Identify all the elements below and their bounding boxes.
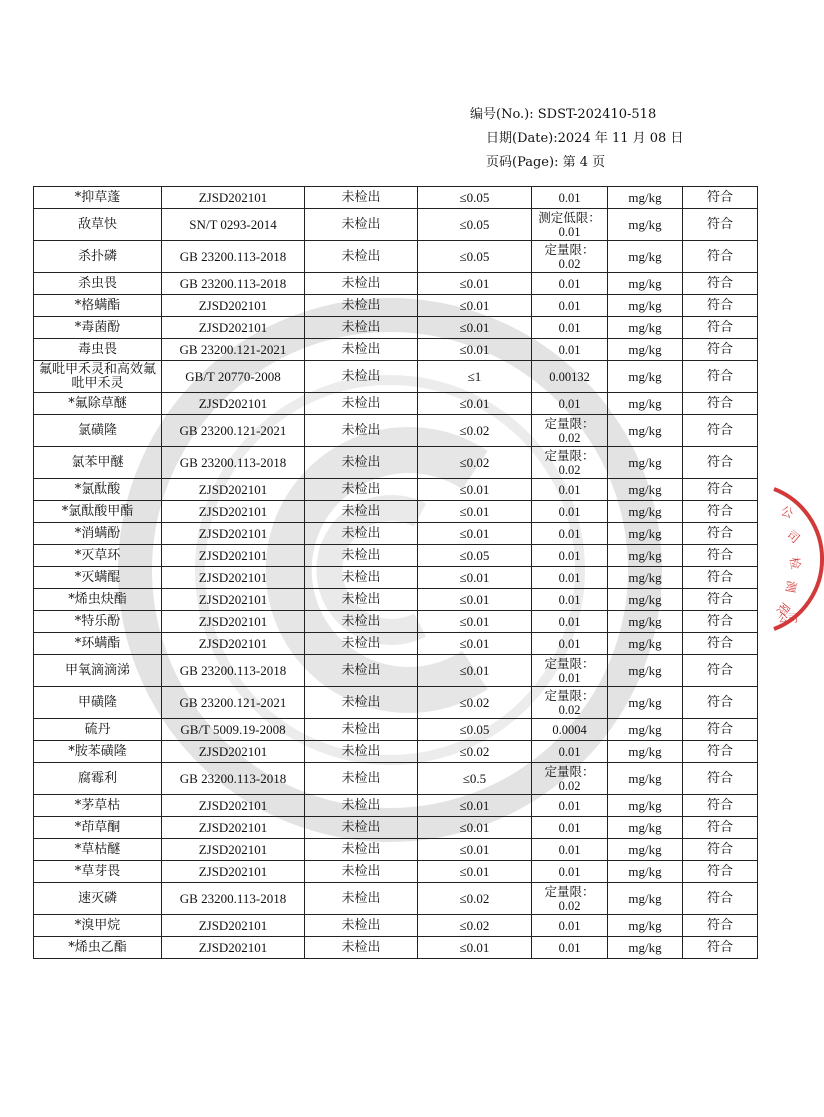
detection-limit-cell: 测定低限：0.01	[532, 209, 608, 241]
conclusion-cell: 符合	[683, 687, 758, 719]
test-standard-cell: ZJSD202101	[162, 545, 305, 567]
unit-cell: mg/kg	[608, 915, 683, 937]
detection-limit-cell: 0.01	[532, 545, 608, 567]
conclusion-cell: 符合	[683, 861, 758, 883]
detection-limit-cell: 定量限：0.02	[532, 763, 608, 795]
limit-value-cell: ≤0.01	[418, 937, 532, 959]
test-item-cell: *烯虫乙酯	[34, 937, 162, 959]
test-standard-cell: GB 23200.113-2018	[162, 763, 305, 795]
unit-cell: mg/kg	[608, 861, 683, 883]
test-standard-cell: GB/T 5009.19-2008	[162, 719, 305, 741]
test-item-cell: 腐霉利	[34, 763, 162, 795]
conclusion-cell: 符合	[683, 839, 758, 861]
test-standard-cell: ZJSD202101	[162, 817, 305, 839]
test-item-cell: *灭草环	[34, 545, 162, 567]
detection-limit-cell: 0.01	[532, 295, 608, 317]
test-item-cell: *特乐酚	[34, 611, 162, 633]
table-row	[34, 741, 758, 763]
test-result-cell: 未检出	[305, 839, 418, 861]
limit-value-cell: ≤0.01	[418, 295, 532, 317]
test-standard-cell: ZJSD202101	[162, 567, 305, 589]
table-row	[34, 523, 758, 545]
unit-cell: mg/kg	[608, 187, 683, 209]
conclusion-cell: 符合	[683, 611, 758, 633]
table-row	[34, 633, 758, 655]
test-standard-cell: ZJSD202101	[162, 861, 305, 883]
unit-cell: mg/kg	[608, 479, 683, 501]
test-standard-cell: GB 23200.113-2018	[162, 655, 305, 687]
conclusion-cell: 符合	[683, 317, 758, 339]
test-item-cell: *格螨酯	[34, 295, 162, 317]
conclusion-cell: 符合	[683, 655, 758, 687]
limit-value-cell: ≤0.01	[418, 317, 532, 339]
limit-value-cell: ≤0.01	[418, 655, 532, 687]
test-standard-cell: ZJSD202101	[162, 393, 305, 415]
test-standard-cell: GB/T 20770-2008	[162, 361, 305, 393]
test-item-cell: 氯苯甲醚	[34, 447, 162, 479]
limit-value-cell: ≤0.01	[418, 339, 532, 361]
test-standard-cell: GB 23200.121-2021	[162, 687, 305, 719]
svg-text:公: 公	[778, 503, 796, 521]
detection-limit-cell: 0.01	[532, 339, 608, 361]
test-item-cell: *消螨酚	[34, 523, 162, 545]
table-row	[34, 273, 758, 295]
conclusion-cell: 符合	[683, 567, 758, 589]
detection-limit-cell: 0.01	[532, 479, 608, 501]
table-row	[34, 611, 758, 633]
detection-limit-cell: 定量限：0.02	[532, 447, 608, 479]
limit-value-cell: ≤0.01	[418, 393, 532, 415]
test-item-cell: *茚草酮	[34, 817, 162, 839]
conclusion-cell: 符合	[683, 545, 758, 567]
test-item-cell: *氯酞酸	[34, 479, 162, 501]
test-result-cell: 未检出	[305, 317, 418, 339]
table-row	[34, 719, 758, 741]
conclusion-cell: 符合	[683, 915, 758, 937]
conclusion-cell: 符合	[683, 273, 758, 295]
unit-cell: mg/kg	[608, 447, 683, 479]
table-row	[34, 317, 758, 339]
detection-limit-cell: 定量限：0.02	[532, 241, 608, 273]
table-row	[34, 883, 758, 915]
limit-value-cell: ≤0.01	[418, 567, 532, 589]
limit-value-cell: ≤0.01	[418, 795, 532, 817]
unit-cell: mg/kg	[608, 317, 683, 339]
limit-value-cell: ≤1	[418, 361, 532, 393]
test-result-cell: 未检出	[305, 209, 418, 241]
conclusion-cell: 符合	[683, 361, 758, 393]
detection-limit-cell: 0.01	[532, 187, 608, 209]
unit-cell: mg/kg	[608, 763, 683, 795]
limit-value-cell: ≤0.01	[418, 861, 532, 883]
test-standard-cell: GB 23200.113-2018	[162, 273, 305, 295]
results-table-body	[34, 187, 758, 959]
table-row	[34, 839, 758, 861]
test-result-cell: 未检出	[305, 741, 418, 763]
table-row	[34, 479, 758, 501]
test-result-cell: 未检出	[305, 589, 418, 611]
test-standard-cell: GB 23200.121-2021	[162, 339, 305, 361]
limit-value-cell: ≤0.01	[418, 523, 532, 545]
page-number: 页码(Page): 第 4 页	[486, 155, 606, 170]
test-item-cell: *烯虫炔酯	[34, 589, 162, 611]
test-result-cell: 未检出	[305, 241, 418, 273]
unit-cell: mg/kg	[608, 501, 683, 523]
test-result-cell: 未检出	[305, 187, 418, 209]
test-result-cell: 未检出	[305, 361, 418, 393]
unit-cell: mg/kg	[608, 273, 683, 295]
test-item-cell: *胺苯磺隆	[34, 741, 162, 763]
detection-limit-cell: 0.01	[532, 633, 608, 655]
conclusion-cell: 符合	[683, 415, 758, 447]
limit-value-cell: ≤0.05	[418, 209, 532, 241]
unit-cell: mg/kg	[608, 655, 683, 687]
test-result-cell: 未检出	[305, 861, 418, 883]
test-standard-cell: ZJSD202101	[162, 795, 305, 817]
detection-limit-cell: 0.01	[532, 567, 608, 589]
test-result-cell: 未检出	[305, 295, 418, 317]
test-item-cell: 氯磺隆	[34, 415, 162, 447]
test-standard-cell: ZJSD202101	[162, 741, 305, 763]
test-result-cell: 未检出	[305, 687, 418, 719]
table-row	[34, 567, 758, 589]
unit-cell: mg/kg	[608, 393, 683, 415]
unit-cell: mg/kg	[608, 589, 683, 611]
test-result-cell: 未检出	[305, 937, 418, 959]
test-item-cell: 杀虫畏	[34, 273, 162, 295]
detection-limit-cell: 0.01	[532, 589, 608, 611]
detection-limit-cell: 0.01	[532, 523, 608, 545]
table-row	[34, 393, 758, 415]
svg-text:限: 限	[773, 600, 793, 619]
test-result-cell: 未检出	[305, 795, 418, 817]
test-item-cell: 速灭磷	[34, 883, 162, 915]
test-item-cell: *抑草蓬	[34, 187, 162, 209]
limit-value-cell: ≤0.01	[418, 479, 532, 501]
test-standard-cell: ZJSD202101	[162, 479, 305, 501]
limit-value-cell: ≤0.02	[418, 447, 532, 479]
detection-limit-cell: 定量限：0.02	[532, 687, 608, 719]
limit-value-cell: ≤0.01	[418, 633, 532, 655]
detection-limit-cell: 0.00132	[532, 361, 608, 393]
svg-text:测: 测	[782, 579, 799, 594]
unit-cell: mg/kg	[608, 883, 683, 915]
limit-value-cell: ≤0.05	[418, 241, 532, 273]
limit-value-cell: ≤0.05	[418, 545, 532, 567]
limit-value-cell: ≤0.02	[418, 915, 532, 937]
limit-value-cell: ≤0.01	[418, 273, 532, 295]
conclusion-cell: 符合	[683, 937, 758, 959]
table-row	[34, 339, 758, 361]
test-result-cell: 未检出	[305, 633, 418, 655]
unit-cell: mg/kg	[608, 687, 683, 719]
test-item-cell: *茅草枯	[34, 795, 162, 817]
table-row	[34, 817, 758, 839]
table-row	[34, 795, 758, 817]
test-result-cell: 未检出	[305, 763, 418, 795]
detection-limit-cell: 0.01	[532, 611, 608, 633]
test-standard-cell: ZJSD202101	[162, 915, 305, 937]
detection-limit-cell: 0.01	[532, 317, 608, 339]
company-seal	[764, 484, 824, 634]
test-result-cell: 未检出	[305, 611, 418, 633]
unit-cell: mg/kg	[608, 567, 683, 589]
limit-value-cell: ≤0.02	[418, 415, 532, 447]
conclusion-cell: 符合	[683, 479, 758, 501]
unit-cell: mg/kg	[608, 241, 683, 273]
test-standard-cell: ZJSD202101	[162, 839, 305, 861]
unit-cell: mg/kg	[608, 817, 683, 839]
test-item-cell: 杀扑磷	[34, 241, 162, 273]
table-row	[34, 915, 758, 937]
table-row	[34, 763, 758, 795]
test-result-cell: 未检出	[305, 915, 418, 937]
limit-value-cell: ≤0.05	[418, 719, 532, 741]
test-result-cell: 未检出	[305, 415, 418, 447]
test-result-cell: 未检出	[305, 273, 418, 295]
unit-cell: mg/kg	[608, 361, 683, 393]
table-row	[34, 501, 758, 523]
detection-limit-cell: 0.01	[532, 937, 608, 959]
test-item-cell: *毒菌酚	[34, 317, 162, 339]
test-standard-cell: GB 23200.121-2021	[162, 415, 305, 447]
conclusion-cell: 符合	[683, 763, 758, 795]
test-result-cell: 未检出	[305, 719, 418, 741]
limit-value-cell: ≤0.01	[418, 611, 532, 633]
conclusion-cell: 符合	[683, 339, 758, 361]
test-result-cell: 未检出	[305, 501, 418, 523]
report-header	[470, 103, 683, 175]
test-standard-cell: ZJSD202101	[162, 633, 305, 655]
limit-value-cell: ≤0.01	[418, 589, 532, 611]
conclusion-cell: 符合	[683, 447, 758, 479]
unit-cell: mg/kg	[608, 295, 683, 317]
conclusion-cell: 符合	[683, 795, 758, 817]
limit-value-cell: ≤0.01	[418, 501, 532, 523]
test-result-cell: 未检出	[305, 393, 418, 415]
unit-cell: mg/kg	[608, 795, 683, 817]
unit-cell: mg/kg	[608, 545, 683, 567]
test-standard-cell: ZJSD202101	[162, 523, 305, 545]
test-standard-cell: ZJSD202101	[162, 611, 305, 633]
test-result-cell: 未检出	[305, 655, 418, 687]
conclusion-cell: 符合	[683, 817, 758, 839]
table-row	[34, 209, 758, 241]
table-row	[34, 655, 758, 687]
limit-value-cell: ≤0.02	[418, 741, 532, 763]
unit-cell: mg/kg	[608, 633, 683, 655]
svg-text:公司: 公司	[778, 614, 798, 625]
svg-text:检: 检	[787, 556, 803, 571]
conclusion-cell: 符合	[683, 883, 758, 915]
test-standard-cell: ZJSD202101	[162, 589, 305, 611]
results-table	[33, 186, 758, 959]
test-standard-cell: GB 23200.113-2018	[162, 447, 305, 479]
table-row	[34, 687, 758, 719]
test-item-cell: *氟除草醚	[34, 393, 162, 415]
report-date: 日期(Date):2024 年 11 月 08 日	[486, 131, 684, 146]
test-item-cell: *环螨酯	[34, 633, 162, 655]
test-item-cell: *灭螨醌	[34, 567, 162, 589]
limit-value-cell: ≤0.01	[418, 817, 532, 839]
test-result-cell: 未检出	[305, 523, 418, 545]
test-standard-cell: GB 23200.113-2018	[162, 241, 305, 273]
table-row	[34, 187, 758, 209]
limit-value-cell: ≤0.02	[418, 687, 532, 719]
test-standard-cell: ZJSD202101	[162, 501, 305, 523]
test-standard-cell: ZJSD202101	[162, 937, 305, 959]
conclusion-cell: 符合	[683, 241, 758, 273]
unit-cell: mg/kg	[608, 719, 683, 741]
unit-cell: mg/kg	[608, 209, 683, 241]
test-result-cell: 未检出	[305, 479, 418, 501]
table-row	[34, 937, 758, 959]
detection-limit-cell: 0.01	[532, 273, 608, 295]
unit-cell: mg/kg	[608, 937, 683, 959]
table-row	[34, 447, 758, 479]
conclusion-cell: 符合	[683, 719, 758, 741]
test-item-cell: 氟吡甲禾灵和高效氟吡甲禾灵	[34, 361, 162, 393]
unit-cell: mg/kg	[608, 839, 683, 861]
table-row	[34, 545, 758, 567]
detection-limit-cell: 0.01	[532, 795, 608, 817]
conclusion-cell: 符合	[683, 295, 758, 317]
table-row	[34, 589, 758, 611]
test-item-cell: 毒虫畏	[34, 339, 162, 361]
detection-limit-cell: 定量限：0.02	[532, 415, 608, 447]
detection-limit-cell: 0.01	[532, 861, 608, 883]
test-standard-cell: ZJSD202101	[162, 317, 305, 339]
conclusion-cell: 符合	[683, 501, 758, 523]
unit-cell: mg/kg	[608, 415, 683, 447]
conclusion-cell: 符合	[683, 633, 758, 655]
test-standard-cell: GB 23200.113-2018	[162, 883, 305, 915]
test-item-cell: 甲磺隆	[34, 687, 162, 719]
table-row	[34, 415, 758, 447]
svg-text:司: 司	[784, 527, 803, 547]
report-number: 编号(No.): SDST-202410-518	[470, 107, 657, 122]
unit-cell: mg/kg	[608, 523, 683, 545]
unit-cell: mg/kg	[608, 611, 683, 633]
test-item-cell: 甲氧滴滴涕	[34, 655, 162, 687]
test-result-cell: 未检出	[305, 339, 418, 361]
test-item-cell: 敌草快	[34, 209, 162, 241]
test-standard-cell: ZJSD202101	[162, 187, 305, 209]
detection-limit-cell: 0.01	[532, 393, 608, 415]
conclusion-cell: 符合	[683, 741, 758, 763]
test-item-cell: *草枯醚	[34, 839, 162, 861]
test-item-cell: 硫丹	[34, 719, 162, 741]
conclusion-cell: 符合	[683, 393, 758, 415]
detection-limit-cell: 0.01	[532, 817, 608, 839]
detection-limit-cell: 0.01	[532, 839, 608, 861]
test-item-cell: *溴甲烷	[34, 915, 162, 937]
detection-limit-cell: 定量限：0.01	[532, 655, 608, 687]
conclusion-cell: 符合	[683, 209, 758, 241]
table-row	[34, 861, 758, 883]
unit-cell: mg/kg	[608, 741, 683, 763]
table-row	[34, 241, 758, 273]
test-item-cell: *草芽畏	[34, 861, 162, 883]
unit-cell: mg/kg	[608, 339, 683, 361]
test-result-cell: 未检出	[305, 883, 418, 915]
test-standard-cell: SN/T 0293-2014	[162, 209, 305, 241]
detection-limit-cell: 0.01	[532, 501, 608, 523]
detection-limit-cell: 0.0004	[532, 719, 608, 741]
conclusion-cell: 符合	[683, 187, 758, 209]
limit-value-cell: ≤0.05	[418, 187, 532, 209]
limit-value-cell: ≤0.02	[418, 883, 532, 915]
detection-limit-cell: 0.01	[532, 741, 608, 763]
table-row	[34, 361, 758, 393]
test-result-cell: 未检出	[305, 545, 418, 567]
limit-value-cell: ≤0.01	[418, 839, 532, 861]
test-standard-cell: ZJSD202101	[162, 295, 305, 317]
conclusion-cell: 符合	[683, 523, 758, 545]
conclusion-cell: 符合	[683, 589, 758, 611]
test-result-cell: 未检出	[305, 567, 418, 589]
table-row	[34, 295, 758, 317]
detection-limit-cell: 定量限：0.02	[532, 883, 608, 915]
detection-limit-cell: 0.01	[532, 915, 608, 937]
test-result-cell: 未检出	[305, 447, 418, 479]
test-item-cell: *氯酞酸甲酯	[34, 501, 162, 523]
test-result-cell: 未检出	[305, 817, 418, 839]
limit-value-cell: ≤0.5	[418, 763, 532, 795]
